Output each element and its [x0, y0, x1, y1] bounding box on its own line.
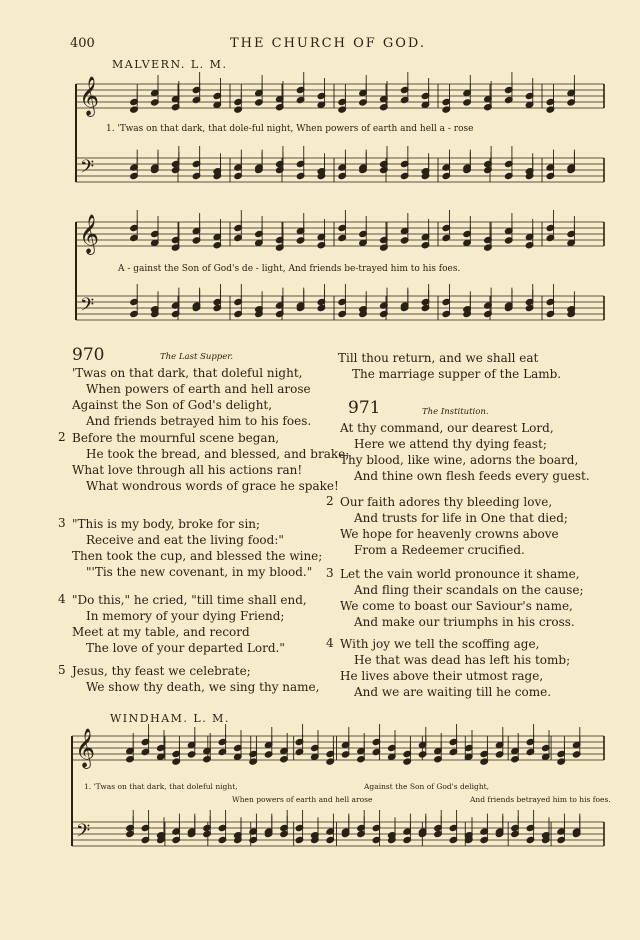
clef: 𝄢	[80, 157, 95, 182]
tune2-lyric-d: And friends betrayed him to his foes.	[470, 795, 611, 804]
clef: 𝄞	[79, 76, 100, 116]
verse-line: Then took the cup, and blessed the wine;	[72, 549, 323, 563]
stanza-number: 5	[58, 663, 66, 677]
stanza-number: 3	[326, 566, 334, 580]
verse-line: Let the vain world pronounce it shame,	[340, 567, 580, 581]
stanza-number: 4	[58, 592, 66, 606]
hymn-number-971: 971	[348, 398, 381, 418]
verse-line: With joy we tell the scoffing age,	[340, 637, 540, 651]
hymn-title-971: The Institution.	[422, 407, 489, 417]
verse-line: The love of your departed Lord."	[86, 641, 285, 655]
verse-line: Against the Son of God's delight,	[72, 398, 273, 412]
verse-line: He that was dead has left his tomb;	[354, 653, 571, 667]
verse-line: And trusts for life in One that died;	[354, 511, 568, 525]
stanza-number: 2	[326, 494, 334, 508]
verse-line: He took the bread, and blessed, and brake;	[86, 447, 350, 461]
stanza-number: 3	[58, 516, 66, 530]
verse-line: And make our triumphs in his cross.	[354, 615, 575, 629]
tune2-lyric-a: 1. 'Twas on that dark, that doleful night,	[84, 782, 238, 791]
verse-line: What love through all his actions ran!	[72, 463, 303, 477]
verse-line: "This is my body, broke for sin;	[72, 517, 261, 531]
verse-line: We show thy death, we sing thy name,	[86, 680, 320, 694]
verse-line: We come to boast our Saviour's name,	[340, 599, 573, 613]
verse-line: Our faith adores thy bleeding love,	[340, 495, 553, 509]
verse-line: "'Tis the new covenant, in my blood."	[86, 565, 313, 579]
verse-line: What wondrous words of grace he spake!	[86, 479, 339, 493]
verse-line: Meet at my table, and record	[72, 625, 250, 639]
tune-name-malvern: MALVERN. L. M.	[112, 58, 228, 71]
verse-line: Here we attend thy dying feast;	[354, 437, 547, 451]
stanza-number: 4	[326, 636, 334, 650]
stanza-number: 2	[58, 430, 66, 444]
verse-line: Thy blood, like wine, adorns the board,	[340, 453, 579, 467]
clef: 𝄞	[75, 728, 96, 768]
tune2-lyric-c: Against the Son of God's delight,	[364, 782, 490, 791]
verse-line: At thy command, our dearest Lord,	[340, 421, 554, 435]
clef: 𝄢	[76, 821, 91, 846]
tune2-lyric-b: When powers of earth and hell arose	[232, 795, 373, 804]
clef: 𝄢	[80, 295, 95, 320]
hymn-number-970: 970	[72, 345, 105, 365]
verse-line: When powers of earth and hell arose	[86, 382, 311, 396]
verse-line: Before the mournful scene began,	[72, 431, 280, 445]
verse-line: And thine own flesh feeds every guest.	[354, 469, 590, 483]
verse-line: "Do this," he cried, "till time shall end,	[72, 593, 307, 607]
verse-line: He lives above their utmost rage,	[340, 669, 544, 683]
verse-line: Till thou return, and we shall eat	[338, 351, 539, 365]
verse-line: And fling their scandals on the cause;	[354, 583, 584, 597]
verse-line: We hope for heavenly crowns above	[340, 527, 559, 541]
page-title: THE CHURCH OF GOD.	[230, 36, 427, 51]
verse-line: Jesus, thy feast we celebrate;	[72, 664, 251, 678]
verse-line: 'Twas on that dark, that doleful night,	[72, 366, 303, 380]
tune1-lyric-line2: A - gainst the Son of God's de - light, And friends be-trayed him to his foes.	[118, 264, 461, 274]
verse-line: The marriage supper of the Lamb.	[352, 367, 562, 381]
tune-name-windham: WINDHAM. L. M.	[110, 712, 230, 725]
hymn-title-970: The Last Supper.	[160, 352, 234, 362]
page-number: 400	[70, 36, 95, 51]
tune1-lyric-line1: 1. 'Twas on that dark, that dole-ful night, When powers of earth and hell a - rose	[106, 124, 474, 134]
clef: 𝄞	[79, 214, 100, 254]
verse-line: From a Redeemer crucified.	[354, 543, 525, 557]
verse-line: And we are waiting till he come.	[354, 685, 552, 699]
verse-line: In memory of your dying Friend;	[86, 609, 285, 623]
verse-line: And friends betrayed him to his foes.	[86, 414, 312, 428]
verse-line: Receive and eat the living food:"	[86, 533, 284, 547]
